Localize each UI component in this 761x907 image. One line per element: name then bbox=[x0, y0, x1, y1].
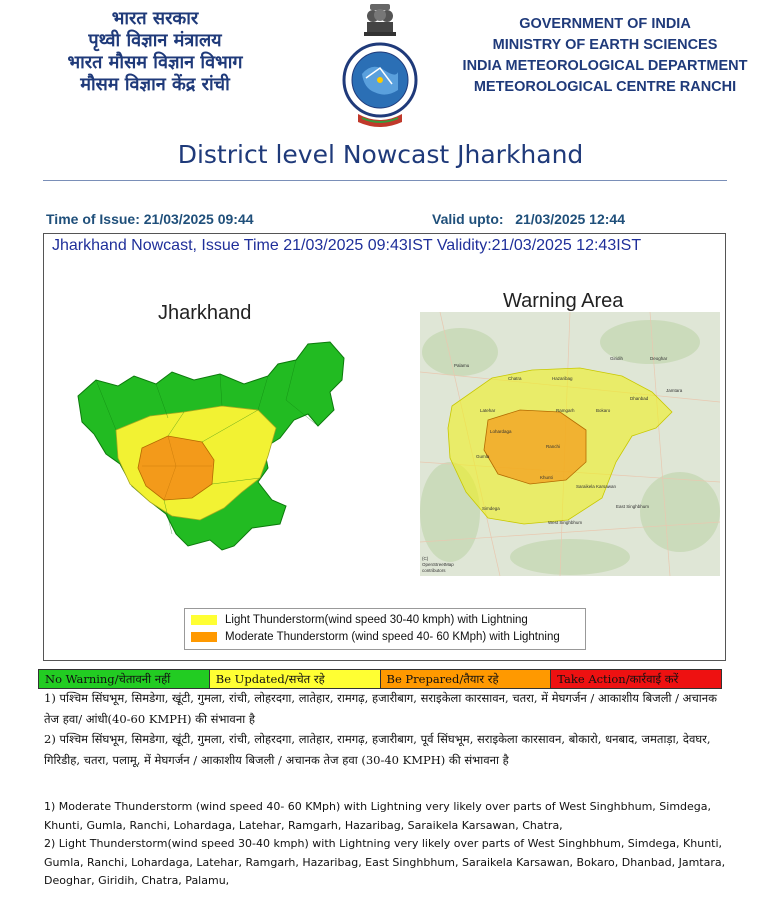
map-legend bbox=[184, 608, 586, 650]
city-label: East Singhbhum bbox=[616, 504, 650, 509]
status-be-prepared: Be Prepared/तैयार रहे bbox=[381, 670, 552, 688]
imd-logo bbox=[340, 2, 420, 132]
jharkhand-map bbox=[72, 336, 352, 556]
valid-upto: Valid upto: 21/03/2025 12:44 bbox=[432, 211, 625, 227]
city-label: Giridih bbox=[610, 356, 624, 361]
issue-time: Time of Issue: 21/03/2025 09:44 bbox=[46, 211, 254, 227]
city-label: Palamu bbox=[454, 363, 470, 368]
city-label: Bokaro bbox=[596, 408, 611, 413]
english-header-line: MINISTRY OF EARTH SCIENCES bbox=[492, 37, 718, 53]
status-be-updated: Be Updated/सचेत रहे bbox=[210, 670, 381, 688]
english-paragraph-1: 1) Moderate Thunderstorm (wind speed 40- 60 KMph) with Lightning very likely over parts of West Singhbhum, Simdega, Khunti, Gumla, Ranchi, Lohardaga, Latehar, Ramgarh, Hazaribag, Saraikela Karsawan, Chatra, bbox=[44, 800, 712, 832]
city-label: Ranchi bbox=[546, 444, 561, 449]
legend-swatch bbox=[191, 615, 217, 625]
english-header-line: GOVERNMENT OF INDIA bbox=[519, 16, 691, 32]
legend-item bbox=[191, 614, 528, 626]
hindi-header-line: भारत सरकार bbox=[111, 8, 199, 29]
page-title: District level Nowcast Jharkhand bbox=[177, 140, 584, 169]
warning-area-map bbox=[420, 312, 720, 576]
legend-swatch bbox=[191, 632, 217, 642]
city-label: Dhanbad bbox=[630, 396, 649, 401]
hindi-header-line: पृथ्वी विज्ञान मंत्रालय bbox=[88, 30, 222, 51]
osm-credit-line: OpenStreetMap bbox=[422, 562, 454, 567]
hindi-header bbox=[30, 8, 280, 96]
nowcast-panel bbox=[43, 233, 726, 661]
ashoka-emblem-icon bbox=[364, 4, 396, 36]
panel-title: Jharkhand Nowcast, Issue Time 21/03/2025 09:43IST Validity:21/03/2025 12:43IST bbox=[52, 237, 642, 254]
divider bbox=[43, 180, 727, 181]
status-take-action: Take Action/कार्रवाई करें bbox=[551, 670, 721, 688]
status-no-warning: No Warning/चेतावनी नहीं bbox=[39, 670, 210, 688]
city-label: Latehar bbox=[480, 408, 496, 413]
legend-label: Light Thunderstorm(wind speed 30-40 kmph) with Lightning bbox=[225, 614, 528, 626]
city-label: Hazaribag bbox=[552, 376, 573, 381]
city-label: Chatra bbox=[508, 376, 522, 381]
city-label: Khunti bbox=[540, 475, 553, 480]
hindi-paragraph-1: 1) पश्चिम सिंघभूम, सिमडेगा, खूंटी, गुमला, रांची, लोहरदगा, लातेहार, रामगढ़, हजारीबाग, सराइकेला कारसावन, चतरा, में मेघगर्जन / आकाशीय बिजली / अचानक तेज हवा/ आंधी(40-60 KMPH) की संभावना है bbox=[44, 691, 717, 726]
city-label: Gumla bbox=[476, 454, 490, 459]
english-header-line: INDIA METEOROLOGICAL DEPARTMENT bbox=[462, 58, 748, 74]
city-label: Simdega bbox=[482, 506, 500, 511]
city-label: Lohardaga bbox=[490, 429, 512, 434]
hindi-header-line: भारत मौसम विज्ञान विभाग bbox=[67, 52, 243, 73]
left-map-label: Jharkhand bbox=[158, 302, 252, 324]
hindi-paragraph-2: 2) पश्चिम सिंघभूम, सिमडेगा, खूंटी, गुमला, रांची, लोहरदगा, लातेहार, रामगढ़, हजारीबाग, पूर्व सिंघभूम, सराइकेला कारसावन, बोकारो, धनबाद, जमताड़ा, देवघर, गिरिडीह, चतरा, पलामू, में मेघगर्जन / आकाशीय बिजली / अचानक तेज हवा (30-40 KMPH) की संभावना है bbox=[44, 732, 711, 767]
legend-item bbox=[191, 631, 560, 643]
english-header-line: METEOROLOGICAL CENTRE RANCHI bbox=[473, 79, 737, 95]
warning-status-bar bbox=[38, 669, 722, 689]
right-map-label: Warning Area bbox=[503, 290, 624, 312]
city-label: Ramgarh bbox=[556, 408, 575, 413]
city-label: West Singhbhum bbox=[548, 520, 583, 525]
city-label: Deoghar bbox=[650, 356, 668, 361]
osm-credit-line: contributors bbox=[422, 568, 446, 573]
english-header bbox=[455, 14, 755, 98]
osm-credit-line: (C) bbox=[422, 556, 429, 561]
hindi-header-line: मौसम विज्ञान केंद्र रांची bbox=[80, 74, 230, 95]
english-paragraph-2: 2) Light Thunderstorm(wind speed 30-40 kmph) with Lightning very likely over parts of West Singhbhum, Simdega, Khunti, Gumla, Ranchi, Lohardaga, Latehar, Ramgarh, Hazaribag, East Singhbhum, Saraikela Karsawan, Bokaro, Dhanbad, Jamtara, Deoghar, Giridih, Chatra, Palamu, bbox=[44, 837, 726, 887]
legend-label: Moderate Thunderstorm (wind speed 40- 60 KMph) with Lightning bbox=[225, 631, 560, 643]
city-label: Jamtara bbox=[666, 388, 683, 393]
city-label: Saraikela Karsawan bbox=[576, 484, 617, 489]
moderate-thunderstorm-area bbox=[484, 410, 586, 484]
